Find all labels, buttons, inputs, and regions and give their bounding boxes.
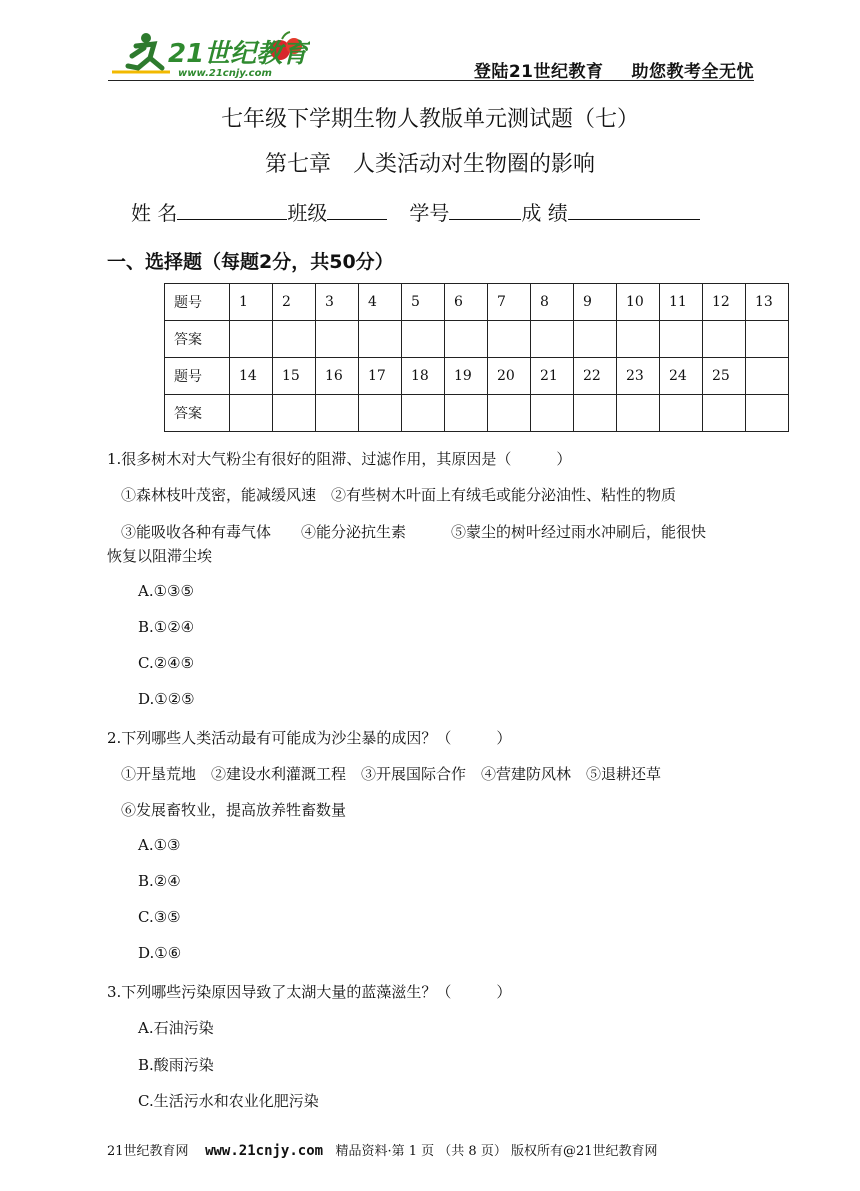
question-1-statement: ①森林枝叶茂密，能减缓风速 ②有些树木叶面上有绒毛或能分泌油性、粘性的物质 xyxy=(121,486,677,504)
page-subtitle: 第七章 人类活动对生物圈的影响 xyxy=(264,152,595,177)
question-1-statement: ③能吸收各种有毒气体 ④能分泌抗生素 ⑤蒙尘的树叶经过雨水冲刷后，能很快 xyxy=(121,523,707,541)
question-number: 8 xyxy=(531,284,574,321)
answer-table xyxy=(164,283,789,432)
site-logo[interactable] xyxy=(110,28,310,80)
question-3-option-c[interactable]: C.生活污水和农业化肥污染 xyxy=(138,1092,319,1110)
question-2-statement: ①开垦荒地 ②建设水利灌溉工程 ③开展国际合作 ④营建防风林 ⑤退耕还草 xyxy=(121,765,662,783)
score-label: 成 绩 xyxy=(521,201,568,225)
answer-cell[interactable] xyxy=(703,395,746,432)
footer-site-name: 21世纪教育网 xyxy=(107,1144,189,1159)
answer-cell[interactable] xyxy=(230,321,273,358)
answer-cell[interactable] xyxy=(316,321,359,358)
answer-cell[interactable] xyxy=(402,321,445,358)
class-blank[interactable] xyxy=(327,201,387,220)
question-number: 24 xyxy=(660,358,703,395)
row-label: 答案 xyxy=(165,395,230,432)
answer-cell[interactable] xyxy=(273,321,316,358)
question-number: 9 xyxy=(574,284,617,321)
answer-cell[interactable] xyxy=(230,395,273,432)
question-number: 1 xyxy=(230,284,273,321)
question-3-option-b[interactable]: B.酸雨污染 xyxy=(138,1056,214,1074)
question-number: 13 xyxy=(746,284,789,321)
question-2-option-a[interactable]: A.①③ xyxy=(138,836,181,854)
answer-cell[interactable] xyxy=(445,321,488,358)
question-number: 22 xyxy=(574,358,617,395)
answer-cell[interactable] xyxy=(359,321,402,358)
question-1-statement: 恢复以阻滞尘埃 xyxy=(107,547,213,565)
answer-cell[interactable] xyxy=(531,321,574,358)
question-1-option-b[interactable]: B.①②④ xyxy=(138,618,195,636)
table-row xyxy=(165,395,789,432)
table-row xyxy=(165,321,789,358)
question-number: 3 xyxy=(316,284,359,321)
student-info-line xyxy=(131,197,712,226)
table-row xyxy=(165,284,789,321)
question-number: 18 xyxy=(402,358,445,395)
question-number: 16 xyxy=(316,358,359,395)
question-3-option-a[interactable]: A.石油污染 xyxy=(138,1019,214,1037)
question-number: 15 xyxy=(273,358,316,395)
question-2-option-c[interactable]: C.③⑤ xyxy=(138,908,181,926)
question-number: 20 xyxy=(488,358,531,395)
answer-cell[interactable] xyxy=(445,395,488,432)
answer-cell[interactable] xyxy=(316,395,359,432)
question-number: 4 xyxy=(359,284,402,321)
class-label: 班级 xyxy=(287,201,328,225)
question-number: 10 xyxy=(617,284,660,321)
answer-cell[interactable] xyxy=(574,395,617,432)
question-2-stem: 2.下列哪些人类活动最有可能成为沙尘暴的成因？（ ） xyxy=(107,729,512,747)
name-label: 姓 名 xyxy=(131,201,178,225)
question-number: 11 xyxy=(660,284,703,321)
row-label: 题号 xyxy=(165,284,230,321)
answer-cell[interactable] xyxy=(617,395,660,432)
slogan-tagline: 助您教考全无忧 xyxy=(631,62,754,82)
answer-cell[interactable] xyxy=(402,395,445,432)
page-title: 七年级下学期生物人教版单元测试题（七） xyxy=(220,107,639,132)
table-row xyxy=(165,358,789,395)
answer-cell[interactable] xyxy=(617,321,660,358)
answer-cell[interactable] xyxy=(531,395,574,432)
row-label: 答案 xyxy=(165,321,230,358)
question-number: 6 xyxy=(445,284,488,321)
question-number: 2 xyxy=(273,284,316,321)
question-number xyxy=(746,358,789,395)
footer-url[interactable]: www.21cnjy.com xyxy=(205,1143,324,1159)
logo-text: 21世纪教育 xyxy=(168,39,309,69)
answer-cell[interactable] xyxy=(746,321,789,358)
id-label: 学号 xyxy=(409,201,450,225)
answer-cell[interactable] xyxy=(488,395,531,432)
section-title: 一、选择题（每题2分，共50分） xyxy=(107,251,394,273)
answer-cell[interactable] xyxy=(746,395,789,432)
question-1-option-d[interactable]: D.①②⑤ xyxy=(138,690,195,708)
question-1-option-a[interactable]: A.①③⑤ xyxy=(138,582,194,600)
question-number: 17 xyxy=(359,358,402,395)
logo-graphic xyxy=(110,28,310,80)
page-footer xyxy=(107,1140,658,1159)
question-3-stem: 3.下列哪些污染原因导致了太湖大量的蓝藻滋生？（ ） xyxy=(107,983,512,1001)
answer-cell[interactable] xyxy=(703,321,746,358)
question-number: 25 xyxy=(703,358,746,395)
question-number: 21 xyxy=(531,358,574,395)
name-blank[interactable] xyxy=(177,201,287,220)
question-number: 23 xyxy=(617,358,660,395)
header-slogan xyxy=(474,57,754,82)
answer-cell[interactable] xyxy=(359,395,402,432)
answer-cell[interactable] xyxy=(273,395,316,432)
score-blank[interactable] xyxy=(568,201,700,220)
question-number: 7 xyxy=(488,284,531,321)
header-divider xyxy=(108,80,754,81)
question-number: 19 xyxy=(445,358,488,395)
question-1-stem: 1.很多树木对大气粉尘有很好的阻滞、过滤作用，其原因是（ ） xyxy=(107,450,572,468)
answer-cell[interactable] xyxy=(660,321,703,358)
row-label: 题号 xyxy=(165,358,230,395)
question-1-option-c[interactable]: C.②④⑤ xyxy=(138,654,195,672)
logo-url: www.21cnjy.com xyxy=(178,68,272,79)
answer-cell[interactable] xyxy=(574,321,617,358)
question-number: 5 xyxy=(402,284,445,321)
slogan-login: 登陆21世纪教育 xyxy=(473,62,604,82)
answer-cell[interactable] xyxy=(488,321,531,358)
question-2-option-d[interactable]: D.①⑥ xyxy=(138,944,182,962)
question-number: 12 xyxy=(703,284,746,321)
id-blank[interactable] xyxy=(449,201,521,220)
answer-cell[interactable] xyxy=(660,395,703,432)
question-number: 14 xyxy=(230,358,273,395)
footer-page-info: 精品资料·第 1 页 （共 8 页） 版权所有@21世纪教育网 xyxy=(335,1144,658,1159)
question-2-option-b[interactable]: B.②④ xyxy=(138,872,181,890)
question-2-statement: ⑥发展畜牧业，提高放养牲畜数量 xyxy=(121,801,347,819)
